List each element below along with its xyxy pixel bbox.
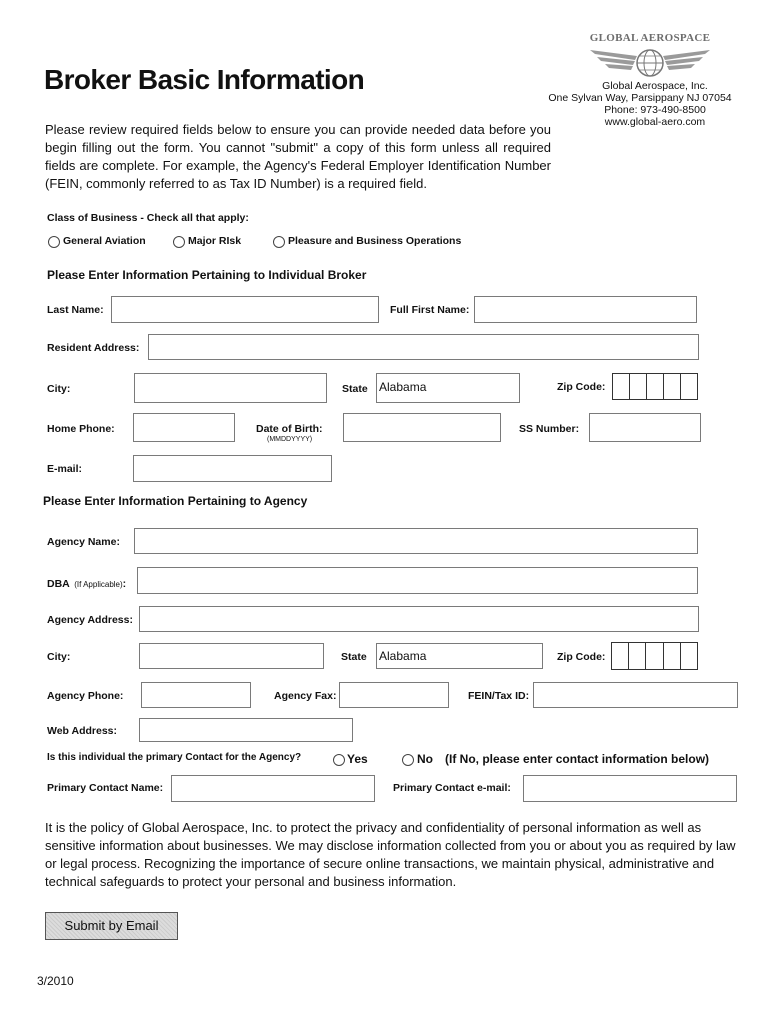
dba-label-group xyxy=(47,574,126,592)
home-phone-label: Home Phone: xyxy=(47,423,115,435)
last-name-label: Last Name: xyxy=(47,304,104,316)
major-risk-checkbox[interactable] xyxy=(173,236,185,248)
ss-number-input[interactable] xyxy=(589,413,701,442)
zip-input[interactable] xyxy=(612,373,698,400)
home-phone-input[interactable] xyxy=(133,413,235,442)
pleasure-business-checkbox[interactable] xyxy=(273,236,285,248)
major-risk-label: Major RIsk xyxy=(188,235,242,247)
fein-input[interactable] xyxy=(533,682,738,708)
agency-name-label: Agency Name: xyxy=(47,536,120,548)
dba-label: DBA xyxy=(47,578,70,590)
primary-contact-name-input[interactable] xyxy=(171,775,375,802)
agency-section-heading: Please Enter Information Pertaining to Agency xyxy=(43,494,308,508)
general-aviation-label: General Aviation xyxy=(63,235,146,247)
primary-contact-name-label: Primary Contact Name: xyxy=(47,782,164,794)
agency-address-input[interactable] xyxy=(139,606,699,632)
web-address-input[interactable] xyxy=(139,718,353,742)
dba-colon: : xyxy=(122,578,127,590)
agency-zip-label: Zip Code: xyxy=(557,651,606,663)
page-title: Broker Basic Information xyxy=(44,64,365,95)
globe-wings-icon xyxy=(585,30,715,82)
agency-fax-label: Agency Fax: xyxy=(274,690,337,702)
primary-no-label: No xyxy=(417,752,433,766)
intro-text: Please review required fields below to ensure you can provide needed data before you begin filling out the form. You cannot "submit" a copy of this form unless all required fields are complete. For example, the Agency's Federal Employer Identification Number (FEIN, commonly referred to as Tax ID Number) is a required field. xyxy=(45,122,551,191)
logo-text: GLOBAL AEROSPACE xyxy=(589,32,711,44)
pleasure-business-label: Pleasure and Business Operations xyxy=(288,235,462,247)
broker-section-heading: Please Enter Information Pertaining to Individual Broker xyxy=(47,268,367,282)
dba-input[interactable] xyxy=(137,567,698,594)
agency-state-label: State xyxy=(341,651,367,663)
resident-address-input[interactable] xyxy=(148,334,699,360)
general-aviation-checkbox[interactable] xyxy=(48,236,60,248)
fein-label: FEIN/Tax ID: xyxy=(468,690,530,702)
dob-input[interactable] xyxy=(343,413,501,442)
primary-yes-radio[interactable] xyxy=(333,754,345,766)
agency-state-select[interactable]: Alabama xyxy=(376,643,543,669)
web-address-label: Web Address: xyxy=(47,725,118,737)
agency-address-label: Agency Address: xyxy=(47,614,133,626)
dob-label: Date of Birth: xyxy=(256,423,323,435)
agency-city-input[interactable] xyxy=(139,643,324,669)
dob-format-hint: (MMDDYYYY) xyxy=(267,436,313,443)
company-info xyxy=(540,80,740,128)
agency-phone-label: Agency Phone: xyxy=(47,690,124,702)
company-logo xyxy=(585,30,715,82)
email-input[interactable] xyxy=(133,455,332,482)
company-name: Global Aerospace, Inc. xyxy=(602,80,708,92)
primary-no-radio[interactable] xyxy=(402,754,414,766)
primary-no-note: (If No, please enter contact information below) xyxy=(445,752,710,766)
primary-contact-email-label: Primary Contact e-mail: xyxy=(393,782,511,794)
resident-address-label: Resident Address: xyxy=(47,342,140,354)
primary-contact-question: Is this individual the primary Contact for the Agency? xyxy=(47,752,302,763)
first-name-input[interactable] xyxy=(474,296,697,323)
zip-label: Zip Code: xyxy=(557,381,606,393)
state-select[interactable]: Alabama xyxy=(376,373,520,403)
primary-yes-label: Yes xyxy=(347,752,368,766)
dba-note: (If Applicable) xyxy=(74,580,123,589)
company-address: One Sylvan Way, Parsippany NJ 07054 xyxy=(548,92,732,104)
agency-city-label: City: xyxy=(47,651,71,663)
agency-phone-input[interactable] xyxy=(141,682,251,708)
form-date: 3/2010 xyxy=(37,974,74,988)
class-of-business-label: Class of Business - Check all that apply: xyxy=(47,212,249,224)
company-phone: Phone: 973-490-8500 xyxy=(604,104,706,116)
ss-number-label: SS Number: xyxy=(519,423,580,435)
company-web: www.global-aero.com xyxy=(604,116,706,128)
city-input[interactable] xyxy=(134,373,327,403)
agency-fax-input[interactable] xyxy=(339,682,449,708)
email-label: E-mail: xyxy=(47,463,83,475)
state-label: State xyxy=(342,383,368,395)
primary-contact-email-input[interactable] xyxy=(523,775,737,802)
privacy-policy-text: It is the policy of Global Aerospace, Inc. to protect the privacy and confidentiality of personal information as well as sensitive information about businesses. We may disclose information collected from you or about you as required by law or legal process. Recognizing the importance of secure online transactions, we maintain physical, administrative and technical safeguards to protect your personal and business information. xyxy=(45,820,736,889)
agency-name-input[interactable] xyxy=(134,528,698,554)
last-name-input[interactable] xyxy=(111,296,379,323)
city-label: City: xyxy=(47,383,71,395)
submit-by-email-button[interactable]: Submit by Email xyxy=(45,912,178,940)
first-name-label: Full First Name: xyxy=(390,304,470,316)
agency-zip-input[interactable] xyxy=(611,642,698,670)
